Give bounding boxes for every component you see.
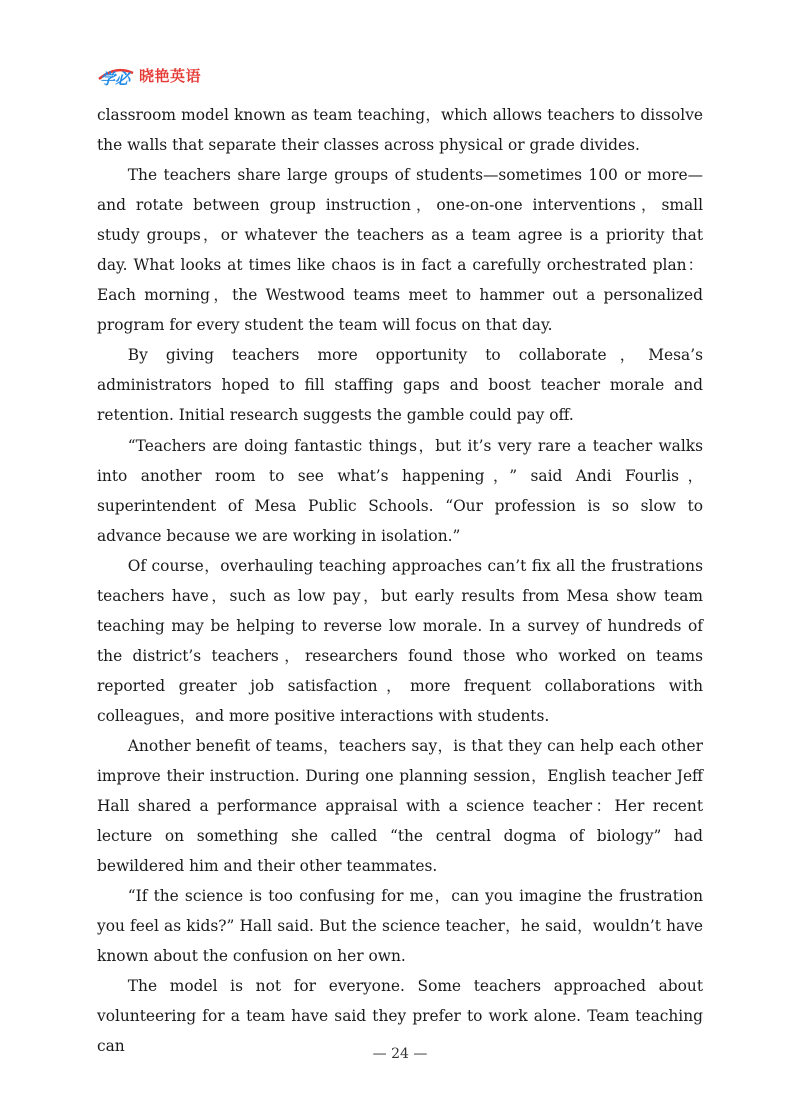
logo-text: 晓艳英语 bbox=[139, 66, 202, 85]
paragraph-8: The model is not for everyone. Some teachers approached about volunteering for a team have said they prefer to work alone. Team teaching can bbox=[97, 977, 703, 1056]
page-header bbox=[97, 62, 201, 88]
paragraph-5: Of course，overhauling teaching approaches can’t fix all the frustrations teachers have，such as low pay，but early results from Mesa show team teaching may be helping to reverse low morale. In a survey of hundreds of the district’s teachers，researchers found those who worked on teams reported greater job satisfaction，more frequent collaborations with colleagues，and more positive interactions with students. bbox=[97, 556, 703, 725]
paragraph-4: “Teachers are doing fantastic things，but it’s very rare a teacher walks into another room to see what’s happening，” said Andi Fourlis，superintendent of Mesa Public Schools. “Our profession is so slow to advance because we are working in isolation.” bbox=[97, 436, 703, 545]
paragraph-2: The teachers share large groups of students—sometimes 100 or more—and rotate between group instruction，one-on-one interventions，small study groups，or whatever the teachers as a team agree is a priority that day. What looks at times like chaos is in fact a carefully orchestrated plan：Each morning，the Westwood teams meet to hammer out a personalized program for every student the team will focus on that day. bbox=[97, 166, 703, 335]
page-number: — 24 — bbox=[372, 1046, 428, 1062]
paragraph-1: classroom model known as team teaching，which allows teachers to dissolve the walls that separate their classes across physical or grade divides. bbox=[97, 106, 703, 155]
paragraph-6: Another benefit of teams，teachers say，is that they can help each other improve their instruction. During one planning session，English teacher Jeff Hall shared a performance appraisal with a science teacher：Her recent lecture on something she called “the central dogma of biology” had bewildered him and their other teammates. bbox=[97, 736, 703, 876]
paragraph-7: “If the science is too confusing for me，can you imagine the frustration you feel as kids?” Hall said. But the science teacher，he said，wouldn’t have known about the confusion on her own. bbox=[97, 887, 703, 966]
logo-mark-text: 学必 bbox=[100, 70, 131, 87]
article-body bbox=[97, 100, 703, 1062]
paragraph-3: By giving teachers more opportunity to collaborate，Mesa’s administrators hoped to fill staffing gaps and boost teacher morale and retention. Initial research suggests the gamble could pay off. bbox=[97, 346, 703, 425]
xue-ba-logo-icon bbox=[97, 63, 135, 87]
